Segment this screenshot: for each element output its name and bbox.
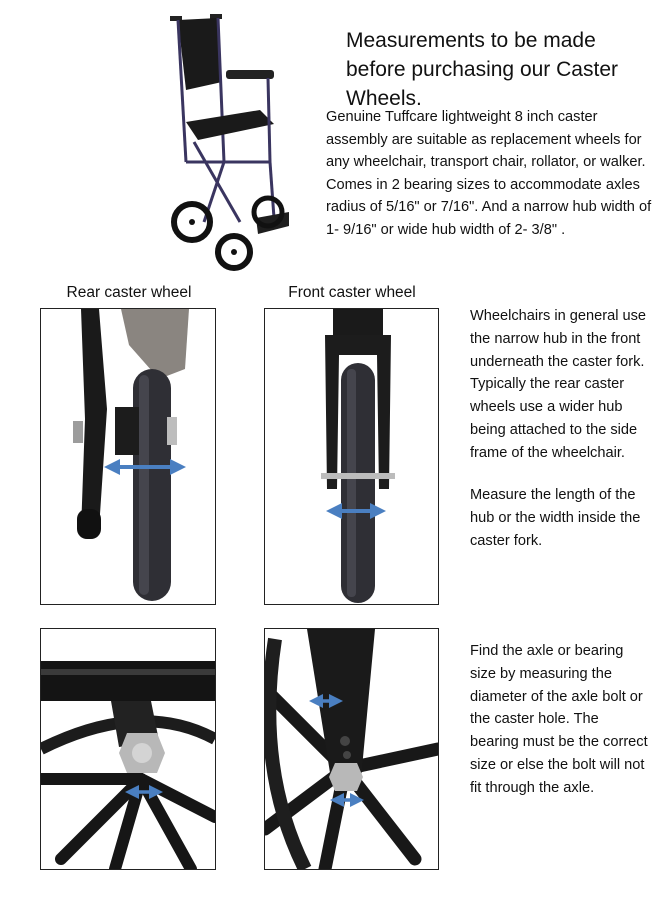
measure-hub-note: Measure the length of the hub or the width inside the caster fork.	[470, 487, 641, 549]
front-caster-caption: Front caster wheel	[288, 284, 416, 301]
page-title: Measurements to be made before purchasing our Caster Wheels.	[346, 29, 618, 110]
rear-caster-caption: Rear caster wheel	[66, 284, 192, 301]
hub-usage-note: Wheelchairs in general use the narrow hub in the front underneath the caster fork. Typically the rear caster wheels use a wider hub being attached to the side frame of the wheelchair.	[470, 308, 647, 461]
intro-paragraph: Genuine Tuffcare lightweight 8 inch caster assembly are suitable as replacement wheels for any wheelchair, transport chair, rollator, or walker. Comes in 2 bearing sizes to accommodate axles radius of 5/16" or 7/16". And a narrow hub width of 1- 9/16" or wide hub width of 2- 3/8" .	[326, 109, 652, 238]
axle-size-note: Find the axle or bearing size by measuring the diameter of the axle bolt or the caster hole. The bearing must be the correct size or else the bolt will not fit through the axle.	[470, 643, 648, 796]
